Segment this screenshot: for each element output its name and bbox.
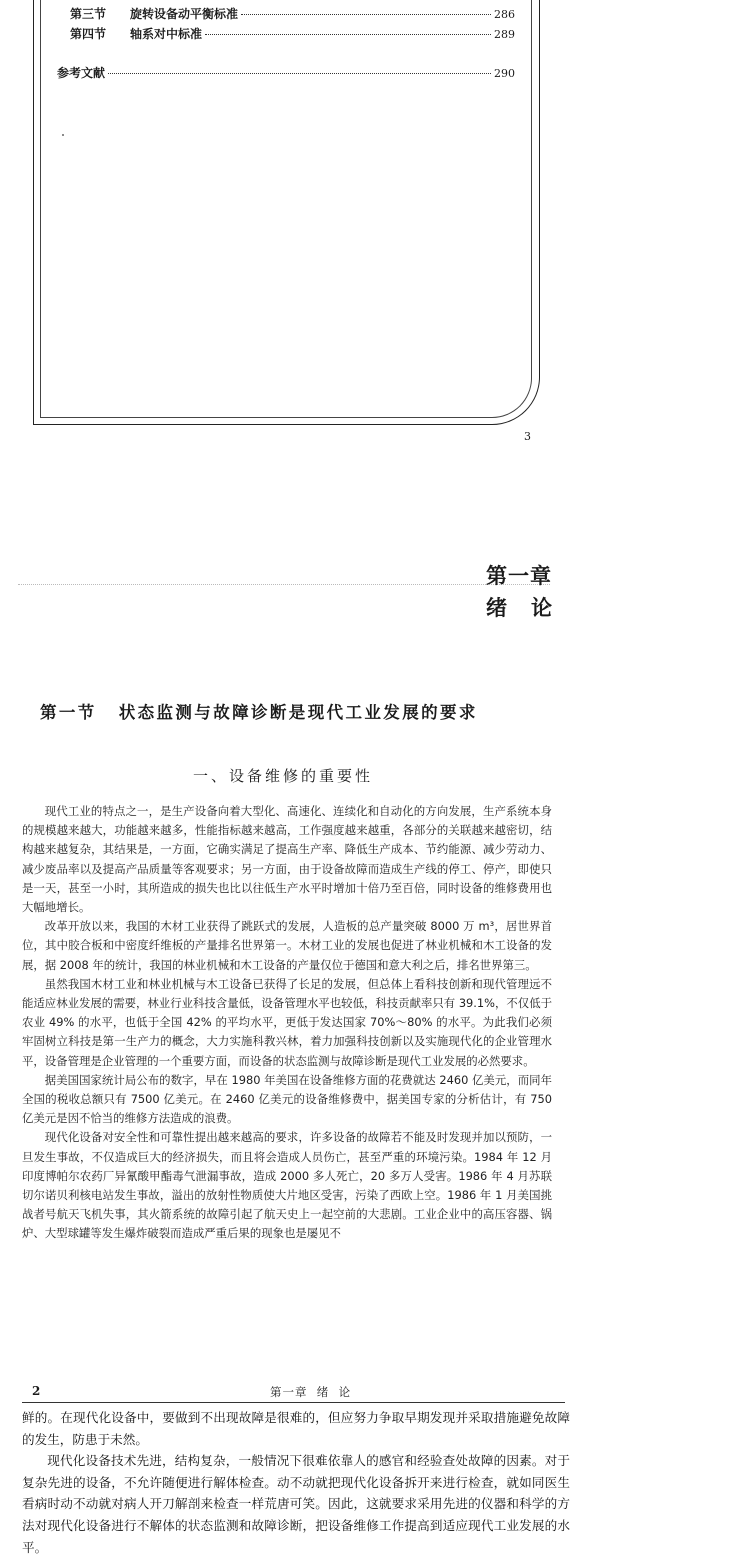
paragraph: 现代化设备对安全性和可靠性提出越来越高的要求，许多设备的故障若不能及时发现并加以预防，一旦发生事故，不仅造成巨大的经济损失，而且将会造成人员伤亡，甚至严重的环境污染。1984 年 12 月印度博帕尔农药厂异氰酸甲酯毒气泄漏事故，造成 2000 多人死亡，20 多万人受害。1986 年 4 月苏联切尔诺贝利核电站发生事故，溢出的放射性物质使大片地区受害，污染了西欧上空。1986 年 1 月美国挑战者号航天飞机失事，其火箭系统的故障引起了航天史上一起空前的大悲剧。工业企业中的高压容器、锅炉、大型球罐等发生爆炸破裂而造成严重后果的现象也是屡见不 — [22, 1130, 552, 1241]
toc-entry-references — [57, 65, 515, 82]
toc-leader-dots — [241, 14, 491, 15]
page-number: 2 — [32, 1384, 41, 1398]
header-rule — [22, 1402, 565, 1403]
toc-entry — [70, 6, 515, 23]
toc-entry-section: 第四节 — [70, 27, 107, 41]
toc-entry-section: 第三节 — [70, 7, 107, 21]
toc-leader-dots — [205, 34, 491, 35]
toc-entry — [70, 26, 515, 43]
toc-entry-page: 289 — [494, 28, 515, 41]
toc-entry-page: 290 — [494, 67, 515, 80]
body-text — [22, 802, 552, 1244]
toc-entry-title: 轴系对中标准 — [130, 27, 203, 41]
paragraph: 鲜的。在现代化设备中，要做到不出现故障是很难的，但应努力争取早期发现并采取措施避免故障的发生，防患于未然。 — [22, 1410, 570, 1447]
scan-speck — [62, 134, 64, 136]
toc-leader-dots — [108, 73, 491, 74]
toc-entry-title: 旋转设备动平衡标准 — [130, 7, 239, 21]
toc-inner-frame — [40, 0, 532, 418]
section-number: 第一节 — [40, 703, 97, 722]
paragraph: 改革开放以来，我国的木材工业获得了跳跃式的发展，人造板的总产量突破 8000 万 m³，居世界首位，其中胶合板和中密度纤维板的产量排名世界第一。木材工业的发展也促进了林业机械和木工设备的发展，据 2008 年的统计，我国的林业机械和木工设备的产量仅位于德国和意大利之后，排名世界第三。 — [22, 919, 552, 972]
body-text — [22, 1407, 570, 1558]
section-heading — [40, 699, 478, 723]
paragraph: 据美国国家统计局公布的数字，早在 1980 年美国在设备维修方面的花费就达 2460 亿美元，而同年全国的税收总额只有 7500 亿美元。在 2460 亿美元的设备维修费中，据美国专家的分析估计，有 750 亿美元是因不恰当的维修方法造成的浪费。 — [22, 1072, 552, 1126]
toc-entry-title: 参考文献 — [57, 66, 106, 80]
chapter-rule — [18, 584, 550, 585]
chapter-title: 绪论 — [486, 596, 576, 620]
subsection-heading: 一、设备维修的重要性 — [193, 767, 374, 785]
running-header: 第一章 绪 论 — [270, 1385, 352, 1399]
chapter-number: 第一章 — [486, 564, 552, 588]
page-number: 3 — [524, 430, 531, 443]
paragraph: 虽然我国木材工业和林业机械与木工设备已获得了长足的发展，但总体上看科技创新和现代管理远不能适应林业发展的需要，林业行业科技含量低，设备管理水平也较低，科技贡献率只有 39.1%，不仅低于农业 49% 的水平，也低于全国 42% 的平均水平，更低于发达国家 70%～80% 的水平。为此我们必须牢固树立科技是第一生产力的概念，大力实施科教兴林，着力加强科技创新以及实施现代化的企业管理水平，设备管理是企业管理的一个重要方面，而设备的状态监测与故障诊断是现代工业发展的必然要求。 — [22, 976, 552, 1068]
section-title: 状态监测与故障诊断是现代工业发展的要求 — [118, 703, 478, 722]
paragraph: 现代工业的特点之一，是生产设备向着大型化、高速化、连续化和自动化的方向发展，生产系统本身的规模越来越大，功能越来越多，性能指标越来越高，工作强度越来越重，各部分的关联越来越密切，结构越来越复杂，其结果是，一方面，它确实满足了提高生产率、降低生产成本、节约能源、减少劳动力、减少废品率以及提高产品质量等客观要求；另一方面，由于设备故障而造成生产线的停工、停产，即使只是一天，甚至一小时，其所造成的损失也比以往低生产水平时增加十倍乃至百倍，同时设备的维修费用也大幅地增长。 — [22, 804, 552, 915]
paragraph: 现代化设备技术先进，结构复杂，一般情况下很难依靠人的感官和经验查处故障的因素。对于复杂先进的设备，不允许随便进行解体检查。动不动就把现代化设备拆开来进行检查，就如同医生看病时动不动就对病人开刀解剖来检查一样荒唐可笑。因此，这就要求采用先进的仪器和科学的方法对现代化设备进行不解体的状态监测和故障诊断，把设备维修工作提高到适应现代工业发展的水平。 — [22, 1453, 570, 1555]
toc-entry-page: 286 — [494, 8, 515, 21]
